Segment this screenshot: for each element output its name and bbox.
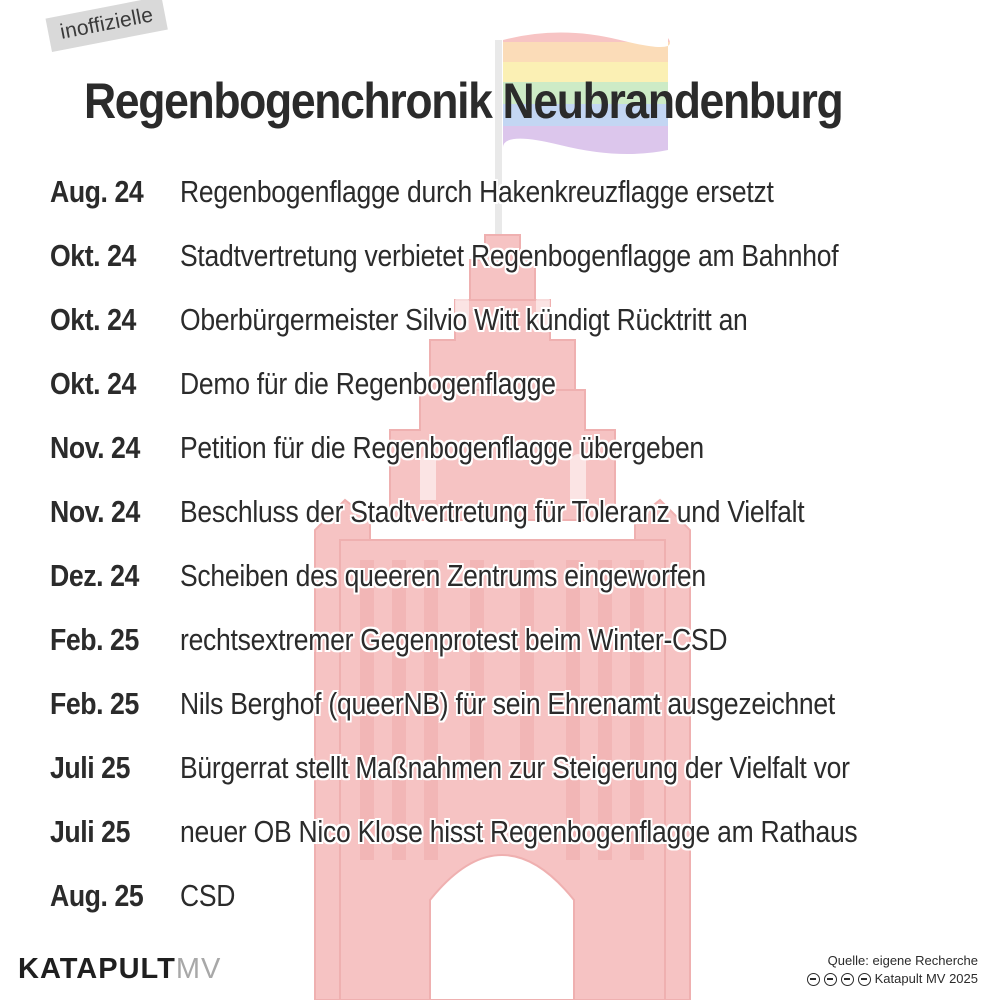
- chronicle-entry: [50, 616, 980, 664]
- entry-date: Okt. 24: [50, 302, 136, 337]
- entry-event: neuer OB Nico Klose hisst Regenbogenflagge am Rathaus: [180, 814, 858, 849]
- chronicle-entry: [50, 872, 980, 920]
- chronicle-entry: [50, 424, 980, 472]
- license-text: Katapult MV 2025: [874, 971, 978, 986]
- chronicle-entry: [50, 296, 980, 344]
- entry-event: Beschluss der Stadtvertretung für Toleranz und Vielfalt: [180, 494, 805, 529]
- creative-commons-nc-icon: [841, 973, 854, 986]
- source-text: Quelle: eigene Recherche: [827, 953, 978, 968]
- entry-event: Bürgerrat stellt Maßnahmen zur Steigerung der Vielfalt vor: [180, 750, 850, 785]
- chronicle-entry: [50, 168, 980, 216]
- entry-date: Okt. 24: [50, 366, 136, 401]
- chronicle-entry: [50, 360, 980, 408]
- katapult-logo: [18, 953, 221, 986]
- page-title: Regenbogenchronik Neubrandenburg: [84, 73, 843, 129]
- creative-commons-icon: [807, 973, 820, 986]
- entry-date: Juli 25: [50, 814, 130, 849]
- logo-main: KATAPULT: [18, 953, 176, 985]
- entry-date: Feb. 25: [50, 686, 139, 721]
- entry-event: CSD: [180, 878, 236, 913]
- creative-commons-by-icon: [824, 973, 837, 986]
- source-credit: [807, 952, 978, 988]
- unofficial-tag: inoffizielle: [46, 0, 169, 52]
- chronicle-entry: [50, 552, 980, 600]
- entry-date: Feb. 25: [50, 622, 139, 657]
- logo-suffix: MV: [175, 953, 222, 985]
- entry-date: Juli 25: [50, 750, 130, 785]
- license-row: [807, 970, 978, 988]
- entry-date: Aug. 25: [50, 878, 144, 913]
- chronicle-entry: [50, 808, 980, 856]
- chronicle-entry: [50, 232, 980, 280]
- entry-date: Dez. 24: [50, 558, 139, 593]
- entry-event: Demo für die Regenbogenflagge: [180, 366, 556, 401]
- chronicle-entry: [50, 680, 980, 728]
- entry-event: rechtsextremer Gegenprotest beim Winter-CSD: [180, 622, 728, 657]
- chronicle-entry: [50, 744, 980, 792]
- entry-event: Scheiben des queeren Zentrums eingeworfen: [180, 558, 706, 593]
- entry-date: Nov. 24: [50, 494, 140, 529]
- entry-event: Oberbürgermeister Silvio Witt kündigt Rücktritt an: [180, 302, 748, 337]
- entry-event: Nils Berghof (queerNB) für sein Ehrenamt ausgezeichnet: [180, 686, 836, 721]
- entry-date: Okt. 24: [50, 238, 136, 273]
- entry-event: Petition für die Regenbogenflagge übergeben: [180, 430, 704, 465]
- entry-date: Aug. 24: [50, 174, 144, 209]
- entry-event: Regenbogenflagge durch Hakenkreuzflagge ersetzt: [180, 174, 774, 209]
- entry-date: Nov. 24: [50, 430, 140, 465]
- entry-event: Stadtvertretung verbietet Regenbogenflagge am Bahnhof: [180, 238, 839, 273]
- chronicle-entry: [50, 488, 980, 536]
- creative-commons-nd-icon: [858, 973, 871, 986]
